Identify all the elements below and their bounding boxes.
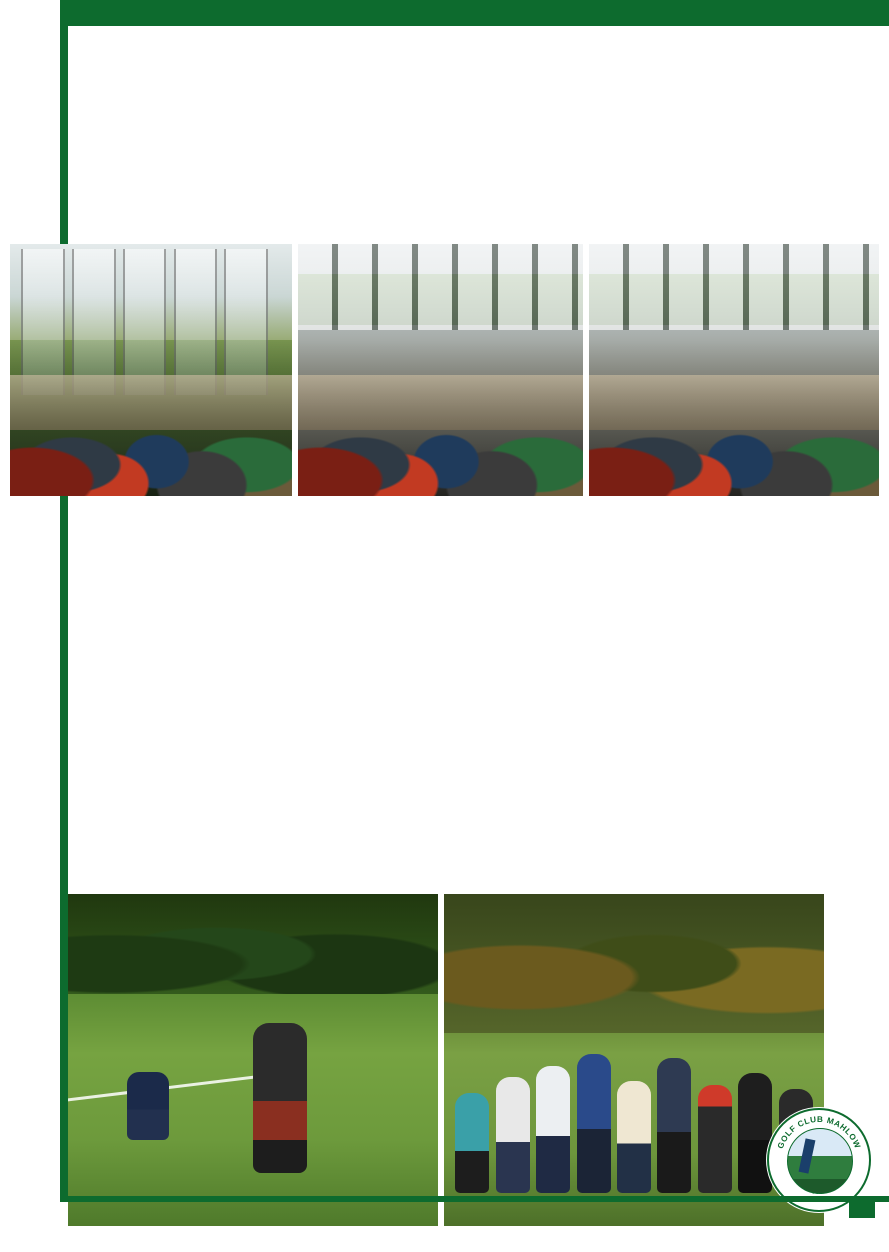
- photo-clubhouse-dining-center: [298, 244, 583, 496]
- photo-strip-juniors: [68, 894, 824, 1226]
- article1-column-3: [576, 41, 816, 45]
- photo-strip-clubhouse: [10, 244, 879, 496]
- article1-column-1: [68, 41, 308, 45]
- article-mahlow-mannschafts-trophy: [68, 36, 824, 45]
- article2-column-1: [68, 513, 308, 517]
- article2-columns: [68, 513, 824, 517]
- article-senioren-ii-april-2016: [68, 508, 824, 517]
- photo-junior-group: [444, 894, 824, 1226]
- article3-column-2: [454, 780, 824, 784]
- article2-column-2: [322, 513, 562, 517]
- left-margin: [0, 0, 60, 1252]
- photo-junior-putting-lesson: [68, 894, 438, 1226]
- article-die-jugend-ist-unsere-zukunft: [68, 775, 824, 784]
- article1-column-2: [322, 41, 562, 45]
- footer-rule: [60, 1196, 889, 1202]
- club-logo-emblem: [787, 1128, 853, 1194]
- article3-columns: [68, 780, 824, 784]
- club-logo-top-text: GOLF CLUB MAHLOW: [775, 1114, 863, 1150]
- green-vertical-rule: [60, 0, 68, 1196]
- photo-clubhouse-dining-right: [589, 244, 879, 496]
- article3-column-1: [68, 780, 438, 784]
- photo-clubhouse-dining-left: [10, 244, 292, 496]
- article1-columns: [68, 41, 824, 45]
- masthead: [68, 0, 889, 26]
- article2-column-3: [576, 513, 816, 517]
- page-number: [849, 1200, 875, 1218]
